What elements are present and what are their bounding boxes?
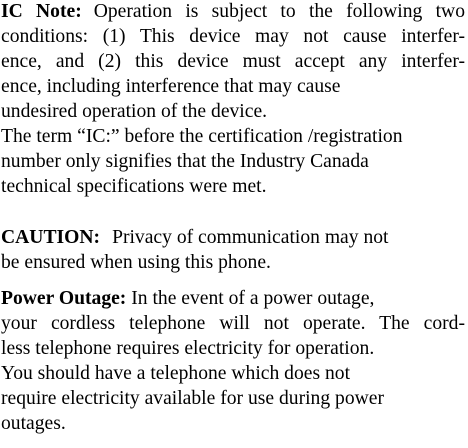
power-outage-heading: Power Outage:: [1, 288, 127, 309]
caution-line-1: [1, 225, 389, 250]
power-outage-line-5: require electricity available for use during power: [1, 388, 384, 409]
ic-note-line-5: undesired operation of the device.: [1, 101, 268, 122]
power-outage-line-3: less telephone requires electricity for operation.: [1, 338, 375, 359]
ic-note-line-1: [1, 0, 465, 24]
ic-term-line-3: technical specifications were met.: [1, 176, 267, 197]
power-outage-line-2: your cordless telephone will not operate. The cord-: [1, 313, 465, 334]
caution-line-2: be ensured when using this phone.: [1, 252, 271, 273]
caution-heading: CAUTION:: [1, 227, 101, 248]
ic-note-line-2: conditions: (1) This device may not cause interfer-: [1, 26, 465, 47]
power-outage-line-4: You should have a telephone which does not: [1, 363, 351, 384]
ic-note-heading: IC Note:: [1, 1, 82, 22]
ic-note-line-3: ence, and (2) this device must accept any interfer-: [1, 51, 465, 72]
ic-note-line-4: ence, including interference that may cause: [1, 76, 341, 97]
ic-term-line-1: The term “IC:” before the certification /registration: [1, 126, 403, 147]
ic-note-text: Operation is subject to the following two: [93, 1, 465, 22]
ic-term-line-2: number only signifies that the Industry Canada: [1, 151, 369, 172]
power-outage-line-6: outages.: [1, 413, 66, 434]
power-outage-text: In the event of a power outage,: [131, 288, 375, 309]
power-outage-line-1: [1, 286, 374, 311]
caution-text: Privacy of communication may not: [112, 227, 389, 248]
